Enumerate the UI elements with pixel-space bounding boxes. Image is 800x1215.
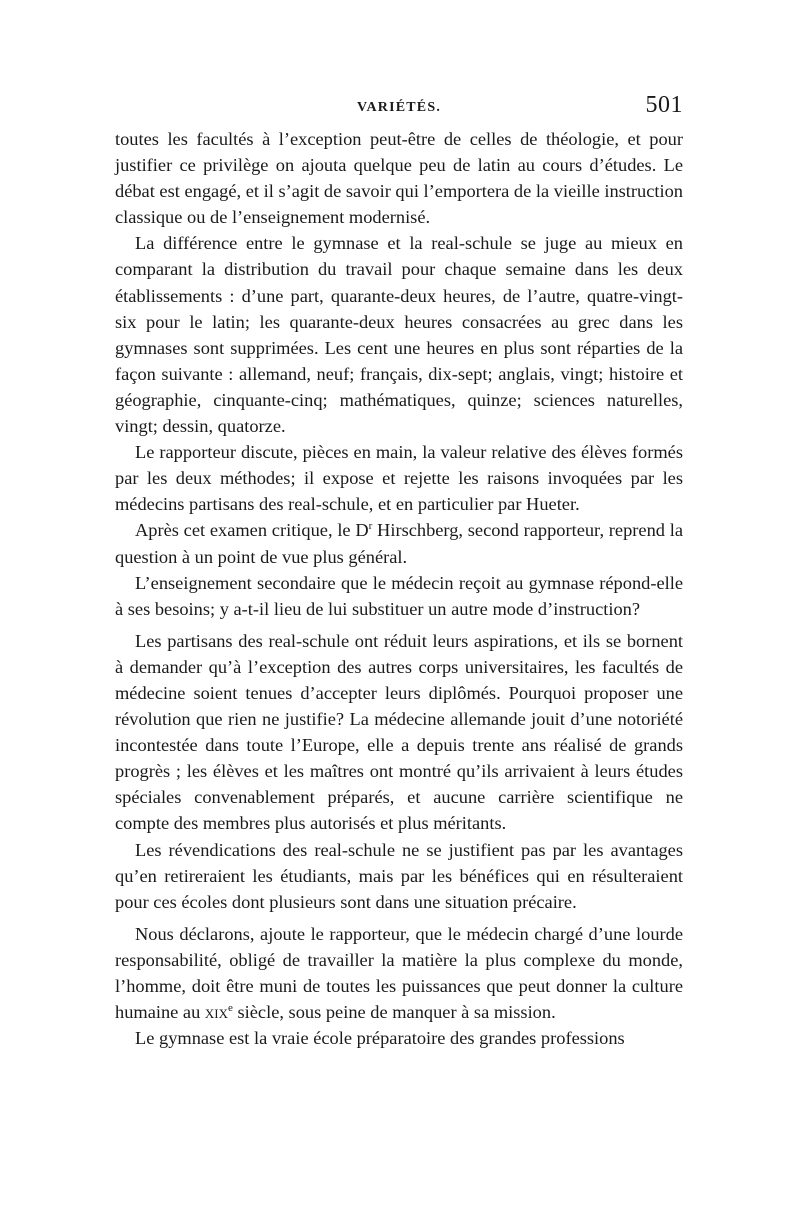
page-number: 501 (645, 92, 683, 118)
paragraph-1: toutes les facultés à l’exception peut-être de celles de théologie, et pour justifier ce privilège on ajouta quelque peu de latin au cours d’études. Le débat est engagé, et il s’agit de savoir qui l’emportera de la vieille instruction classique ou de l’enseignement modernisé. (115, 129, 683, 228)
paragraph-3: Le rapporteur discute, pièces en main, la valeur relative des élèves formés par les deux méthodes; il expose et rejette les raisons invoquées par les médecins partisans des real-schule, et en particulier par Hueter. (115, 442, 683, 515)
book-page (115, 92, 683, 1051)
paragraph-8-after: siècle, sous peine de manquer à sa mission. (232, 1002, 556, 1023)
paragraph-4 (115, 517, 683, 569)
body-text (115, 126, 683, 1051)
paragraph-8 (115, 921, 683, 1025)
running-title: VARIÉTÉS. (356, 100, 442, 115)
paragraph-8-before: Nous déclarons, ajoute le rapporteur, que le médecin chargé d’une lourde responsabilité, obligé de travailler la matière la plus complexe du monde, l’homme, doit être muni de toutes les puissances que peut donner la culture humaine au (115, 923, 683, 1023)
doctor-abbrev-superscript: r (368, 520, 373, 533)
paragraph-9: Le gymnase est la vraie école préparatoire des grandes professions (135, 1028, 625, 1049)
running-head (115, 92, 683, 126)
paragraph-7: Les révendications des real-schule ne se justifient pas par les avantages qu’en retireraient les étudiants, mais par les bénéfices qui en résulteraient pour ces écoles dont plusieurs sont dans une situation précaire. (115, 839, 683, 912)
century-superscript: e (228, 1001, 233, 1014)
paragraph-5: L’enseignement secondaire que le médecin reçoit au gymnase répond-elle à ses besoins; y a-t-il lieu de lui substituer un autre mode d’instruction? (115, 572, 683, 619)
paragraph-6: Les partisans des real-schule ont réduit leurs aspirations, et ils se bornent à demander qu’à l’exception des autres corps universitaires, les facultés de médecine soient tenues d’accepter leurs diplômés. Pourquoi proposer une révolution que rien ne justifie? La médecine allemande jouit d’une notoriété incontestée dans toute l’Europe, elle a depuis trente ans réalisé de grands progrès ; les élèves et les maîtres ont montré qu’ils arrivaient à leurs études spéciales convenablement préparés, et aucune carrière scientifique ne compte des membres plus autorisés et plus méritants. (115, 630, 683, 834)
paragraph-4-after: Hirschberg, second rapporteur, reprend la question à un point de vue plus général. (115, 520, 683, 567)
century-numeral: xix (204, 1002, 228, 1023)
paragraph-4-before: Après cet examen critique, le D (135, 520, 369, 541)
paragraph-2: La différence entre le gymnase et la real-schule se juge au mieux en comparant la distribution du travail pour chaque semaine dans les deux établissements : d’une part, quarante-deux heures, de l’autre, quatre-vingt-six pour le latin; les quarante-deux heures consacrées au grec dans les gymnases sont supprimées. Les cent une heures en plus sont réparties de la façon suivante : allemand, neuf; français, dix-sept; anglais, vingt; histoire et géographie, cinquante-cinq; mathématiques, quinze; sciences naturelles, vingt; dessin, quatorze. (115, 233, 683, 437)
